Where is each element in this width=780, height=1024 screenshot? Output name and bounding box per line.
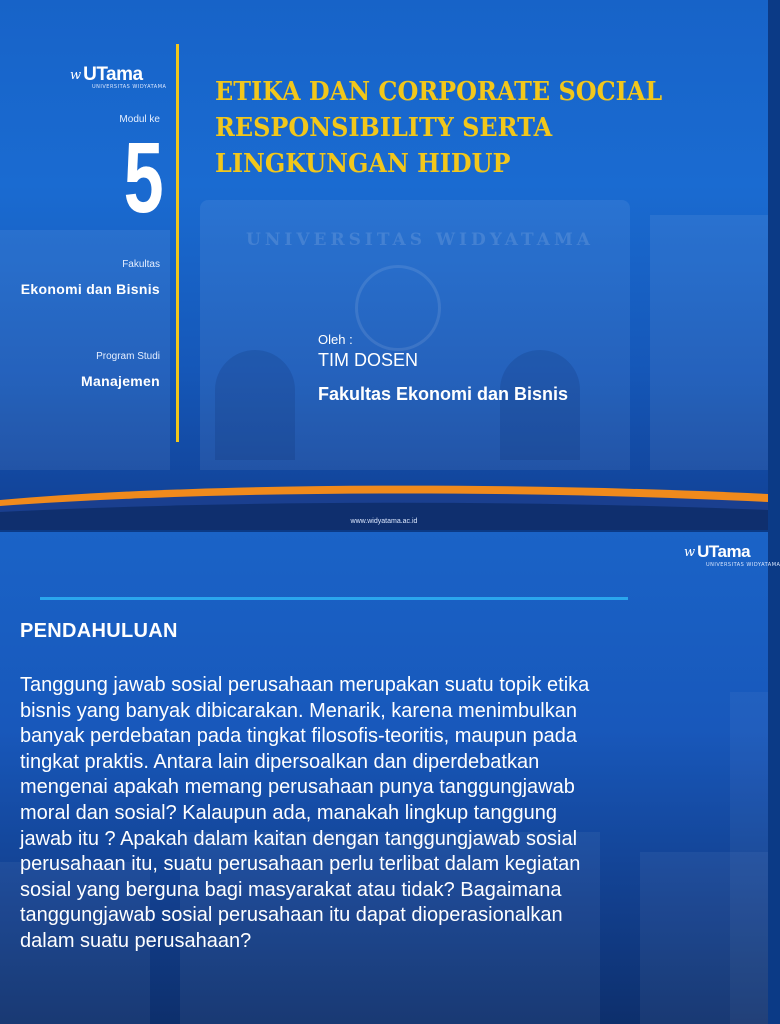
prodi-label: Program Studi bbox=[96, 351, 160, 362]
logo-wordmark: UTama bbox=[697, 542, 751, 561]
paragraph-line: mengenai apakah memang perusahaan punya tanggungjawab bbox=[20, 776, 575, 799]
fakultas-label: Fakultas bbox=[122, 259, 160, 270]
fakultas-value: Ekonomi dan Bisnis bbox=[20, 281, 160, 297]
author-affiliation: Fakultas Ekonomi dan Bisnis bbox=[318, 384, 569, 404]
yellow-divider-line bbox=[176, 44, 179, 442]
utama-logo bbox=[70, 64, 167, 90]
prodi-value: Manajemen bbox=[81, 373, 160, 389]
slide-title: ETIKA DAN CORPORATE SOCIAL RESPONSIBILITY SERTA LINGKUNGAN HIDUP bbox=[215, 77, 663, 179]
building-emblem bbox=[355, 265, 441, 351]
paragraph-line: Tanggung jawab sosial perusahaan merupakan suatu topik etika bbox=[20, 674, 590, 696]
body-paragraph bbox=[20, 673, 742, 955]
paragraph-line: banyak perdebatan pada tingkat filosofis-teoritis, maupun pada bbox=[20, 725, 578, 748]
logo-subtitle: UNIVERSITAS WIDYATAMA bbox=[706, 562, 780, 568]
section-heading: PENDAHULUAN bbox=[20, 620, 178, 642]
utama-logo bbox=[684, 542, 780, 568]
modul-label: Modul ke bbox=[119, 114, 160, 125]
heading-divider-line bbox=[40, 597, 628, 600]
paragraph-line: bisnis yang banyak dibicarakan. Menarik, karena menimbulkan bbox=[20, 699, 577, 722]
building-arch bbox=[500, 350, 580, 460]
website-url: www.widyatama.ac.id bbox=[350, 518, 418, 525]
paragraph-line: sosial yang berguna bagi masyarakat atau tidak? Bagaimana bbox=[20, 878, 562, 901]
building-wing-right bbox=[650, 215, 768, 470]
oleh-label: Oleh : bbox=[318, 332, 353, 347]
building-signage: UNIVERSITAS WIDYATAMA bbox=[246, 230, 594, 250]
logo-subtitle: UNIVERSITAS WIDYATAMA bbox=[92, 84, 167, 90]
paragraph-line: tingkat praktis. Antara lain dipersoalkan dan diperdebatkan bbox=[20, 750, 540, 773]
author-name: TIM DOSEN bbox=[318, 350, 419, 370]
paragraph-line: jawab itu ? Apakah dalam kaitan dengan tanggungjawab sosial bbox=[20, 827, 578, 850]
paragraph-line: dalam suatu perusahaan? bbox=[20, 929, 252, 952]
building-arch bbox=[215, 350, 295, 460]
paragraph-line: tanggungjawab sosial perusahaan itu dapat dioperasionalkan bbox=[20, 904, 563, 927]
logo-wordmark: UTama bbox=[83, 64, 143, 85]
logo-mark-icon: w bbox=[70, 67, 82, 83]
logo-mark-icon: w bbox=[684, 544, 696, 560]
paragraph-line: moral dan sosial? Kalaupun ada, manakah lingkup tanggung bbox=[20, 801, 558, 824]
paragraph-line: perusahaan itu, suatu perusahaan perlu terlibat dalam kegiatan bbox=[20, 853, 581, 876]
modul-number: 5 bbox=[123, 122, 164, 234]
